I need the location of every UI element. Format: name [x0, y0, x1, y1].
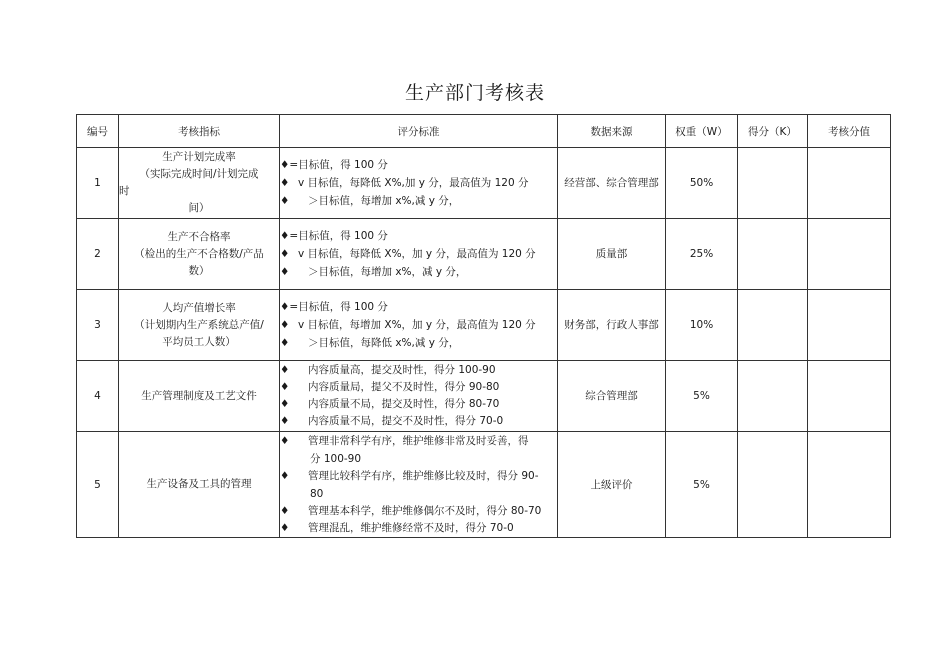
- row-value[interactable]: [808, 148, 891, 219]
- indicator-line: 人均产值增长率: [162, 301, 236, 314]
- criteria-line: ♦ ＞目标值，每增加 x%,减 y 分，: [280, 192, 557, 210]
- bullet-icon: ♦: [280, 415, 290, 427]
- bullet-icon: ♦: [280, 469, 290, 482]
- indicator-line: 时: [119, 185, 130, 197]
- bullet-icon: ♦: [280, 337, 290, 349]
- criteria-line: 80: [310, 487, 324, 500]
- bullet-icon: ♦: [280, 398, 290, 410]
- row-criteria: [280, 361, 558, 432]
- bullet-icon: ♦: [280, 266, 290, 278]
- row-criteria: [280, 290, 558, 361]
- criteria-line: ♦ 内容质量不局，提交不及时性，得分 70-0: [280, 413, 557, 430]
- row-weight: 5%: [666, 432, 738, 538]
- row-indicator: [119, 290, 280, 361]
- indicator-line: 间）: [188, 202, 210, 214]
- indicator-line: 数）: [188, 264, 210, 277]
- row-source: 财务部，行政人事部: [558, 290, 666, 361]
- row-score[interactable]: [738, 219, 808, 290]
- criteria-line: ♦ 内容质量高，提交及时性，得分 100-90: [280, 362, 557, 379]
- row-criteria: [280, 148, 558, 219]
- header-value: 考核分值: [808, 115, 891, 148]
- row-source: 综合管理部: [558, 361, 666, 432]
- indicator-line: 生产管理制度及工艺文件: [141, 389, 257, 402]
- criteria-line: ♦ 管理基本科学，维护维修偶尔不及时，得分 80-70: [280, 503, 557, 520]
- indicator-line: 生产不合格率: [167, 230, 231, 243]
- criteria-line: ♦ ＞目标值，每降低 x%,减 y 分，: [280, 334, 557, 352]
- header-score: 得分（K）: [738, 115, 808, 148]
- row-score[interactable]: [738, 432, 808, 538]
- indicator-line: （计划期内生产系统总产值/: [134, 318, 264, 331]
- row-criteria: [280, 432, 558, 538]
- header-indicator: 考核指标: [119, 115, 280, 148]
- row-no: 2: [77, 219, 119, 290]
- table-row: [77, 290, 891, 361]
- bullet-icon: ♦: [280, 319, 290, 331]
- criteria-line: ♦ 管理比较科学有序，维护维修比较及时，得分 90-: [280, 468, 557, 485]
- indicator-line: 生产设备及工具的管理: [146, 478, 252, 490]
- row-score[interactable]: [738, 290, 808, 361]
- row-value[interactable]: [808, 219, 891, 290]
- assessment-table: [76, 114, 891, 538]
- row-indicator: [119, 219, 280, 290]
- criteria-line: ♦ v 目标值，每增加 X%，加 y 分，最高值为 120 分: [280, 316, 557, 334]
- criteria-line: ♦=目标值，得 100 分: [280, 159, 388, 171]
- table-row: [77, 361, 891, 432]
- bullet-icon: ♦: [280, 195, 290, 207]
- bullet-icon: ♦: [280, 364, 290, 376]
- row-criteria: [280, 219, 558, 290]
- indicator-line: 生产计划完成率: [162, 151, 236, 163]
- row-value[interactable]: [808, 432, 891, 538]
- row-weight: 50%: [666, 148, 738, 219]
- criteria-line: ♦ 内容质量局，提父不及时性，得分 90-80: [280, 379, 557, 396]
- indicator-line: （检出的生产不合格数/产品: [134, 247, 264, 260]
- bullet-icon: ♦: [280, 177, 290, 189]
- bullet-icon: ♦: [280, 434, 290, 447]
- criteria-line: ♦ ＞目标值，每增加 x%，减 y 分，: [280, 263, 557, 281]
- table-row: [77, 432, 891, 538]
- criteria-line: ♦ 管理混乱，维护维修经常不及时，得分 70-0: [280, 520, 557, 537]
- indicator-line: 平均员工人数）: [162, 335, 236, 348]
- page-title: 生产部门考核表: [404, 82, 545, 104]
- criteria-line: ♦ 内容质量不局，提交及时性，得分 80-70: [280, 396, 557, 413]
- table-row: [77, 219, 891, 290]
- indicator-line: （实际完成时间/计划完成: [139, 168, 259, 180]
- row-indicator: [119, 432, 280, 538]
- bullet-icon: ♦: [280, 504, 290, 517]
- header-criteria: 评分标准: [280, 115, 558, 148]
- row-indicator: [119, 361, 280, 432]
- row-no: 5: [77, 432, 119, 538]
- bullet-icon: ♦: [280, 248, 290, 260]
- row-score[interactable]: [738, 148, 808, 219]
- criteria-line: ♦ v 目标值，每降低 X%,加 y 分，最高值为 120 分: [280, 174, 557, 192]
- criteria-line: ♦=目标值，得 100 分: [280, 230, 388, 242]
- row-value[interactable]: [808, 361, 891, 432]
- row-weight: 25%: [666, 219, 738, 290]
- header-row: [77, 115, 891, 148]
- bullet-icon: ♦: [280, 521, 290, 534]
- criteria-line: ♦ 管理非常科学有序，维护维修非常及时妥善，得: [280, 433, 557, 450]
- row-source: 上级评价: [558, 432, 666, 538]
- header-source: 数据来源: [558, 115, 666, 148]
- row-no: 4: [77, 361, 119, 432]
- row-weight: 5%: [666, 361, 738, 432]
- bullet-icon: ♦: [280, 381, 290, 393]
- row-no: 3: [77, 290, 119, 361]
- row-value[interactable]: [808, 290, 891, 361]
- criteria-line: ♦ v 目标值，每降低 X%，加 y 分，最高值为 120 分: [280, 245, 557, 263]
- header-no: 编号: [77, 115, 119, 148]
- row-source: 经营部、综合管理部: [558, 148, 666, 219]
- row-score[interactable]: [738, 361, 808, 432]
- row-source: 质量部: [558, 219, 666, 290]
- row-no: 1: [77, 148, 119, 219]
- table-row: [77, 148, 891, 219]
- criteria-line: 分 100-90: [310, 452, 362, 465]
- header-weight: 权重（W）: [666, 115, 738, 148]
- criteria-line: ♦=目标值，得 100 分: [280, 301, 388, 313]
- row-indicator: [119, 148, 280, 219]
- row-weight: 10%: [666, 290, 738, 361]
